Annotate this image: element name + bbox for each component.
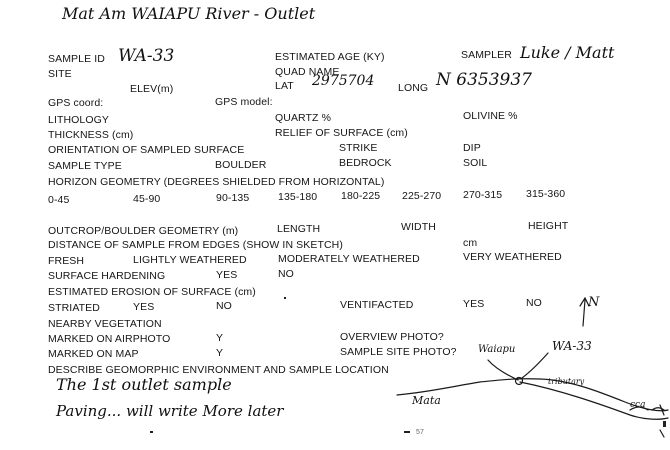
label-sample-type: SAMPLE TYPE [48, 160, 122, 172]
label-olivine: OLIVINE % [463, 110, 518, 122]
sketch-label-waiapu: Waiapu [478, 344, 516, 355]
sketch-label-scale: cca [630, 400, 646, 410]
label-sample-id: SAMPLE ID [48, 53, 105, 65]
label-length: LENGTH [277, 223, 321, 235]
label-airphoto-y: Y [216, 332, 224, 344]
angle-135-180: 135-180 [278, 191, 318, 203]
tributary-line [488, 360, 518, 380]
angle-270-315: 270-315 [463, 189, 503, 201]
angle-0-45: 0-45 [48, 194, 70, 206]
label-lat: LAT [275, 80, 294, 92]
label-orientation: ORIENTATION OF SAMPLED SURFACE [48, 144, 245, 156]
label-nearby-vegetation: NEARBY VEGETATION [48, 318, 162, 330]
scan-speck [284, 297, 286, 299]
label-gps-coord: GPS coord: [48, 97, 104, 109]
label-strike: STRIKE [339, 142, 378, 154]
angle-45-90: 45-90 [133, 193, 161, 205]
scan-speck [663, 421, 666, 427]
label-ventifacted-no: NO [526, 297, 542, 309]
label-striated-no: NO [216, 300, 232, 312]
handwritten-sampler: Luke / Matt [520, 43, 615, 62]
label-long: LONG [398, 82, 429, 94]
label-striated: STRIATED [48, 302, 100, 314]
sketch-label-tributary: tributary [548, 377, 585, 386]
angle-315-360: 315-360 [526, 188, 566, 200]
label-lithology: LITHOLOGY [48, 114, 109, 126]
label-describe: DESCRIBE GEOMORPHIC ENVIRONMENT AND SAMPLE LOCATION [48, 364, 389, 376]
handwritten-long: N 6353937 [436, 70, 532, 90]
label-dip: DIP [463, 142, 481, 154]
label-distance: DISTANCE OF SAMPLE FROM EDGES (SHOW IN SKETCH) [48, 239, 343, 251]
label-soil: SOIL [463, 157, 488, 169]
label-site-photo: SAMPLE SITE PHOTO? [340, 346, 457, 358]
label-striated-yes: YES [133, 301, 155, 313]
label-site: SITE [48, 68, 72, 80]
label-horizon: HORIZON GEOMETRY (DEGREES SHIELDED FROM HORIZONTAL) [48, 176, 385, 188]
scan-speck [150, 431, 153, 433]
label-estimated-age: ESTIMATED AGE (KY) [275, 51, 385, 63]
angle-180-225: 180-225 [341, 190, 381, 202]
label-moderately-weathered: MODERATELY WEATHERED [278, 253, 420, 265]
label-height: HEIGHT [528, 220, 569, 232]
label-hardening-yes: YES [216, 269, 238, 281]
label-outcrop: OUTCROP/BOULDER GEOMETRY (m) [48, 225, 239, 237]
label-surface-hardening: SURFACE HARDENING [48, 270, 166, 282]
label-sampler: SAMPLER [461, 49, 512, 61]
label-thickness: THICKNESS (cm) [48, 129, 134, 141]
north-label: N [588, 295, 600, 310]
handwritten-lat: 2975704 [312, 73, 375, 89]
label-map-y: Y [216, 347, 224, 359]
label-cm: cm [463, 237, 478, 249]
label-ventifacted: VENTIFACTED [340, 299, 414, 311]
label-bedrock: BEDROCK [339, 157, 392, 169]
label-marked-map: MARKED ON MAP [48, 348, 139, 360]
label-overview-photo: OVERVIEW PHOTO? [340, 331, 444, 343]
footer-mark: 57 [416, 429, 424, 436]
label-hardening-no: NO [278, 268, 294, 280]
label-gps-model: GPS model: [215, 96, 273, 108]
handwritten-description-2: Paving... will write More later [56, 402, 284, 420]
handwritten-description-1: The 1st outlet sample [56, 375, 232, 394]
pointer-arrow [522, 353, 548, 378]
label-fresh: FRESH [48, 255, 85, 267]
handwritten-title: Mat Am WAIAPU River - Outlet [62, 4, 316, 23]
angle-225-270: 225-270 [402, 190, 442, 202]
label-lightly-weathered: LIGHTLY WEATHERED [133, 254, 247, 266]
label-ventifacted-yes: YES [463, 298, 485, 310]
handwritten-sample-id: WA-33 [118, 46, 175, 66]
label-very-weathered: VERY WEATHERED [463, 251, 562, 263]
label-relief: RELIEF OF SURFACE (cm) [275, 127, 408, 139]
label-erosion: ESTIMATED EROSION OF SURFACE (cm) [48, 286, 256, 298]
angle-90-135: 90-135 [216, 192, 250, 204]
label-elev: ELEV(m) [130, 83, 174, 95]
label-marked-airphoto: MARKED ON AIRPHOTO [48, 333, 171, 345]
sketch-label-sample: WA-33 [552, 339, 592, 353]
label-boulder: BOULDER [215, 159, 267, 171]
label-quartz: QUARTZ % [275, 112, 332, 124]
sketch-label-mata: Mata [412, 394, 441, 407]
label-quad-name: QUAD NAME [275, 66, 340, 78]
label-width: WIDTH [401, 221, 436, 233]
scan-speck [404, 431, 410, 433]
river-line-lower [520, 382, 668, 419]
